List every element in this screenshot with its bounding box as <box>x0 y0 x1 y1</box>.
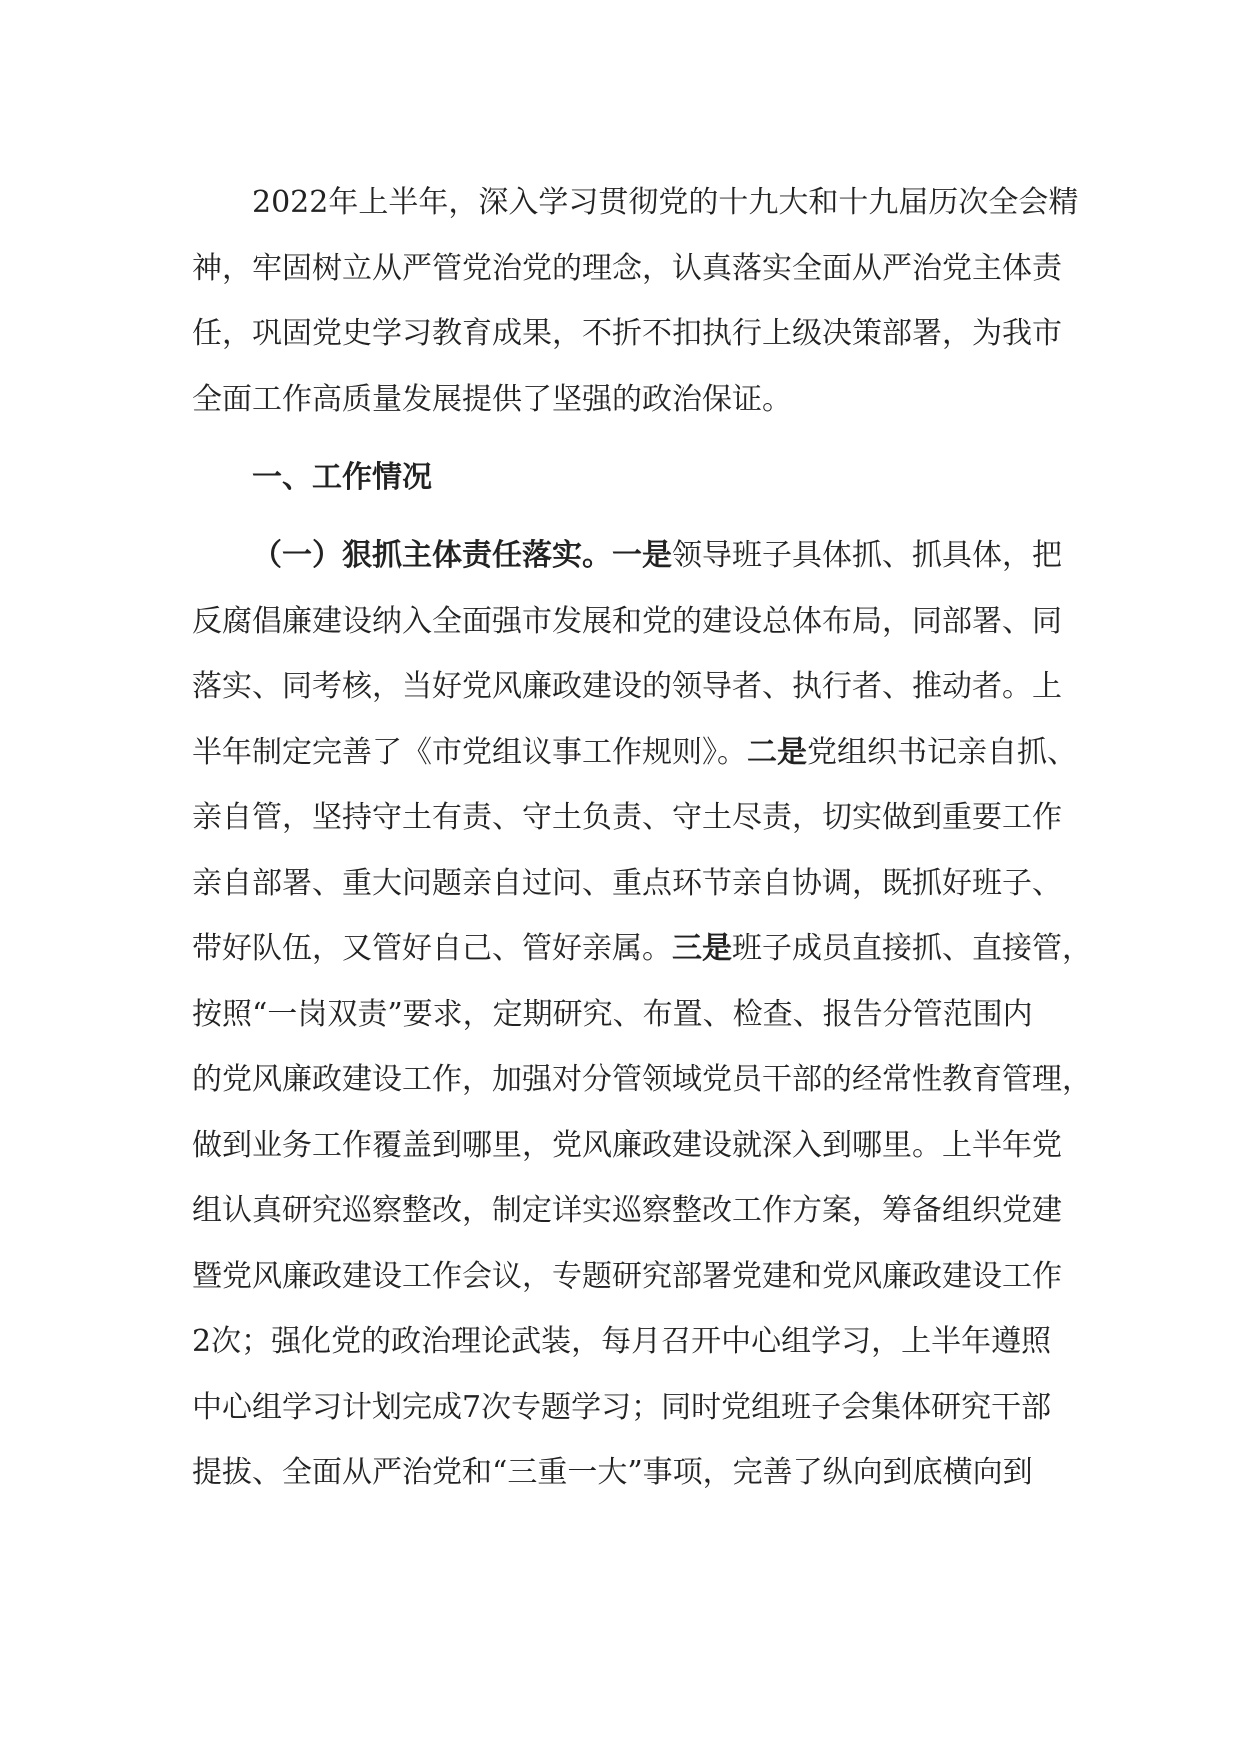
text-segment: 带好队伍，又管好自己、管好亲属。 <box>192 931 672 966</box>
bold-text-segment: （一）狠抓主体责任落实。 <box>252 538 612 573</box>
text-segment: 做到业务工作覆盖到哪里，党风廉政建设就深入到哪里。上半年党 <box>192 1127 1062 1163</box>
text-segment: 亲自部署、重大问题亲自过问、重点环节亲自协调，既抓好班子、 <box>192 865 1062 901</box>
text-line <box>192 916 1092 982</box>
text-segment: 亲自管，坚持守土有责、守土负责、守土尽责，切实做到重要工作 <box>192 800 1062 835</box>
text-segment: 神，牢固树立从严管党治党的理念，认真落实全面从严治党主体责 <box>192 250 1062 286</box>
text-segment: 落实、同考核，当好党风廉政建设的领导者、执行者、推动者。上 <box>192 669 1062 704</box>
text-segment: 组认真研究巡察整改，制定详实巡察整改工作方案，筹备组织党建 <box>192 1193 1062 1228</box>
text-line <box>192 367 1092 433</box>
text-line <box>192 851 1092 917</box>
text-line <box>192 785 1092 851</box>
section-heading <box>192 445 1092 511</box>
text-line <box>192 1375 1092 1441</box>
text-line <box>192 170 1092 236</box>
text-line <box>192 654 1092 720</box>
text-segment: 党组织书记亲自抓、 <box>807 734 1077 770</box>
text-segment: 2次；强化党的政治理论武装，每月召开中心组学习，上半年遵照 <box>192 1324 1052 1359</box>
text-line <box>192 523 1092 589</box>
bold-text-segment: 三是 <box>672 931 732 966</box>
text-line <box>192 1178 1092 1244</box>
text-line <box>192 1113 1092 1179</box>
text-line <box>192 720 1092 786</box>
intro-paragraph <box>192 170 1092 432</box>
bold-text-segment: 二是 <box>747 734 807 770</box>
text-line <box>192 1244 1092 1310</box>
text-line <box>192 1047 1092 1113</box>
text-line <box>192 982 1092 1048</box>
text-segment: 全面工作高质量发展提供了坚强的政治保证。 <box>192 381 792 417</box>
text-line <box>192 589 1092 655</box>
text-line <box>192 301 1092 367</box>
heading-text: 一、工作情况 <box>252 460 432 495</box>
section-paragraph <box>192 523 1092 1506</box>
text-segment: 半年制定完善了《市党组议事工作规则》。 <box>192 734 747 770</box>
text-segment: 班子成员直接抓、直接管， <box>732 931 1092 966</box>
text-line <box>192 1440 1092 1506</box>
text-segment: 2022年上半年，深入学习贯彻党的十九大和十九届历次全会精 <box>252 185 1079 220</box>
text-line <box>192 1309 1092 1375</box>
text-segment: 按照“一岗双责”要求，定期研究、布置、检查、报告分管范围内 <box>192 996 1033 1032</box>
text-line <box>192 236 1092 302</box>
text-segment: 的党风廉政建设工作，加强对分管领域党员干部的经常性教育管理， <box>192 1062 1092 1097</box>
text-segment: 领导班子具体抓、抓具体，把 <box>672 538 1062 573</box>
text-segment: 提拔、全面从严治党和“三重一大”事项，完善了纵向到底横向到 <box>192 1455 1033 1490</box>
text-segment: 任，巩固党史学习教育成果，不折不扣执行上级决策部署，为我市 <box>192 316 1062 351</box>
text-segment: 暨党风廉政建设工作会议，专题研究部署党建和党风廉政建设工作 <box>192 1258 1062 1294</box>
text-segment: 反腐倡廉建设纳入全面强市发展和党的建设总体布局，同部署、同 <box>192 603 1062 639</box>
text-segment: 中心组学习计划完成7次专题学习；同时党组班子会集体研究干部 <box>192 1389 1052 1425</box>
bold-text-segment: 一是 <box>612 538 672 573</box>
